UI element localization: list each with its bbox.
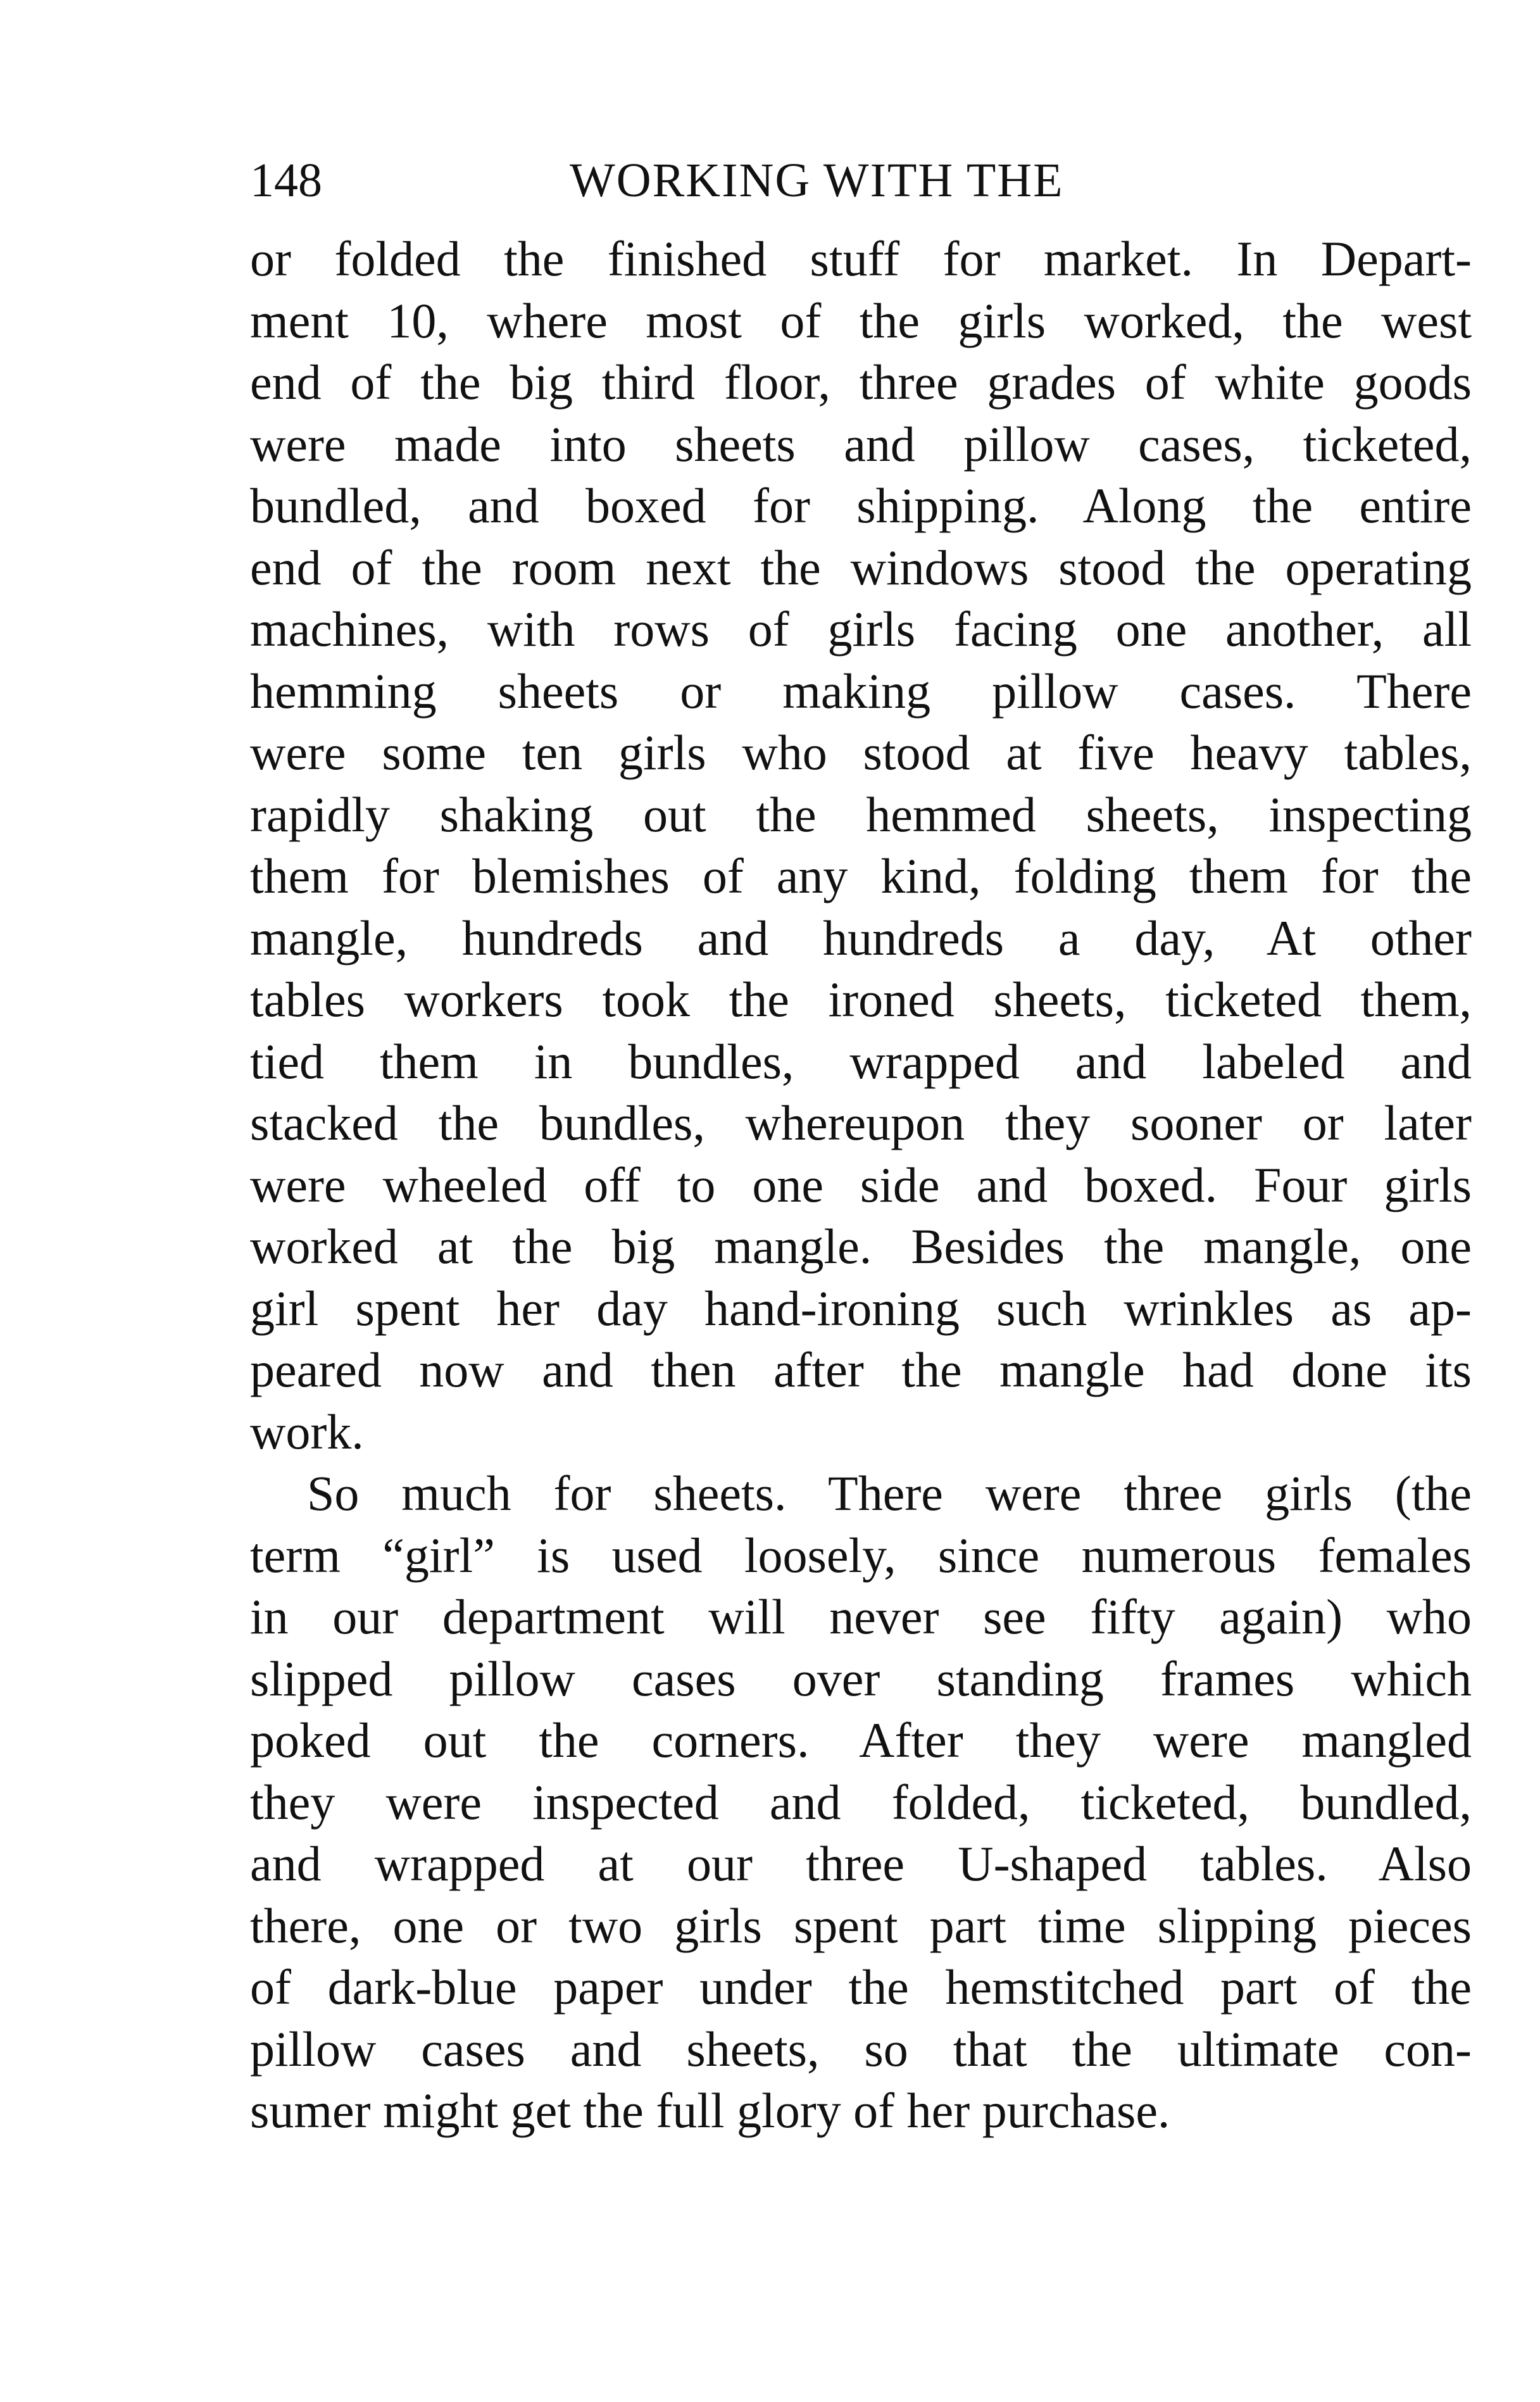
text-line: pillow cases and sheets, so that the ultimate con- <box>250 2021 1472 2077</box>
text-line: stacked the bundles, whereupon they sooner or later <box>250 1095 1472 1150</box>
text-line: slipped pillow cases over standing frames which <box>250 1651 1472 1706</box>
text-line: ment 10, where most of the girls worked, the west <box>250 292 1472 348</box>
text-line: in our department will never see fifty again) who <box>250 1589 1472 1644</box>
text-line: bundled, and boxed for shipping. Along the entire <box>250 478 1472 533</box>
text-line: peared now and then after the mangle had done its <box>250 1342 1472 1397</box>
paragraph-end-line: work. <box>250 1404 364 1459</box>
text-line: tables workers took the ironed sheets, ticketed them, <box>250 972 1472 1027</box>
running-title: WORKING WITH THE <box>570 154 1064 207</box>
text-line: end of the room next the windows stood the operating <box>250 539 1472 595</box>
text-line: worked at the big mangle. Besides the mangle, one <box>250 1219 1472 1274</box>
text-line: mangle, hundreds and hundreds a day, At other <box>250 910 1472 965</box>
text-line: they were inspected and folded, ticketed, bundled, <box>250 1774 1472 1830</box>
paragraph-start-line: So much for sheets. There were three girls (the <box>307 1466 1472 1521</box>
text-line: there, one or two girls spent part time slipping pieces <box>250 1897 1472 1953</box>
text-line: or folded the finished stuff for market. In Depart- <box>250 231 1472 286</box>
text-line: were some ten girls who stood at five heavy tables, <box>250 725 1472 780</box>
text-line: and wrapped at our three U-shaped tables. Also <box>250 1836 1472 1891</box>
text-line: rapidly shaking out the hemmed sheets, inspecting <box>250 786 1472 842</box>
running-head <box>250 146 1465 215</box>
text-line: them for blemishes of any kind, folding them for the <box>250 848 1472 903</box>
text-line: were made into sheets and pillow cases, ticketed, <box>250 416 1472 472</box>
page-number: 148 <box>250 154 322 207</box>
text-line: of dark-blue paper under the hemstitched part of the <box>250 1959 1472 2015</box>
text-line: poked out the corners. After they were mangled <box>250 1713 1472 1768</box>
text-line: were wheeled off to one side and boxed. Four girls <box>250 1157 1472 1212</box>
text-line: girl spent her day hand-ironing such wrinkles as ap- <box>250 1280 1472 1336</box>
text-line: term “girl” is used loosely, since numerous females <box>250 1527 1472 1583</box>
paragraph-end-line: sumer might get the full glory of her purchase. <box>250 2083 1170 2138</box>
text-line: hemming sheets or making pillow cases. There <box>250 663 1472 719</box>
text-line: tied them in bundles, wrapped and labeled and <box>250 1033 1472 1089</box>
text-line: machines, with rows of girls facing one another, all <box>250 601 1472 657</box>
body-text <box>250 228 1472 2142</box>
text-line: end of the big third floor, three grades of white goods <box>250 355 1472 410</box>
